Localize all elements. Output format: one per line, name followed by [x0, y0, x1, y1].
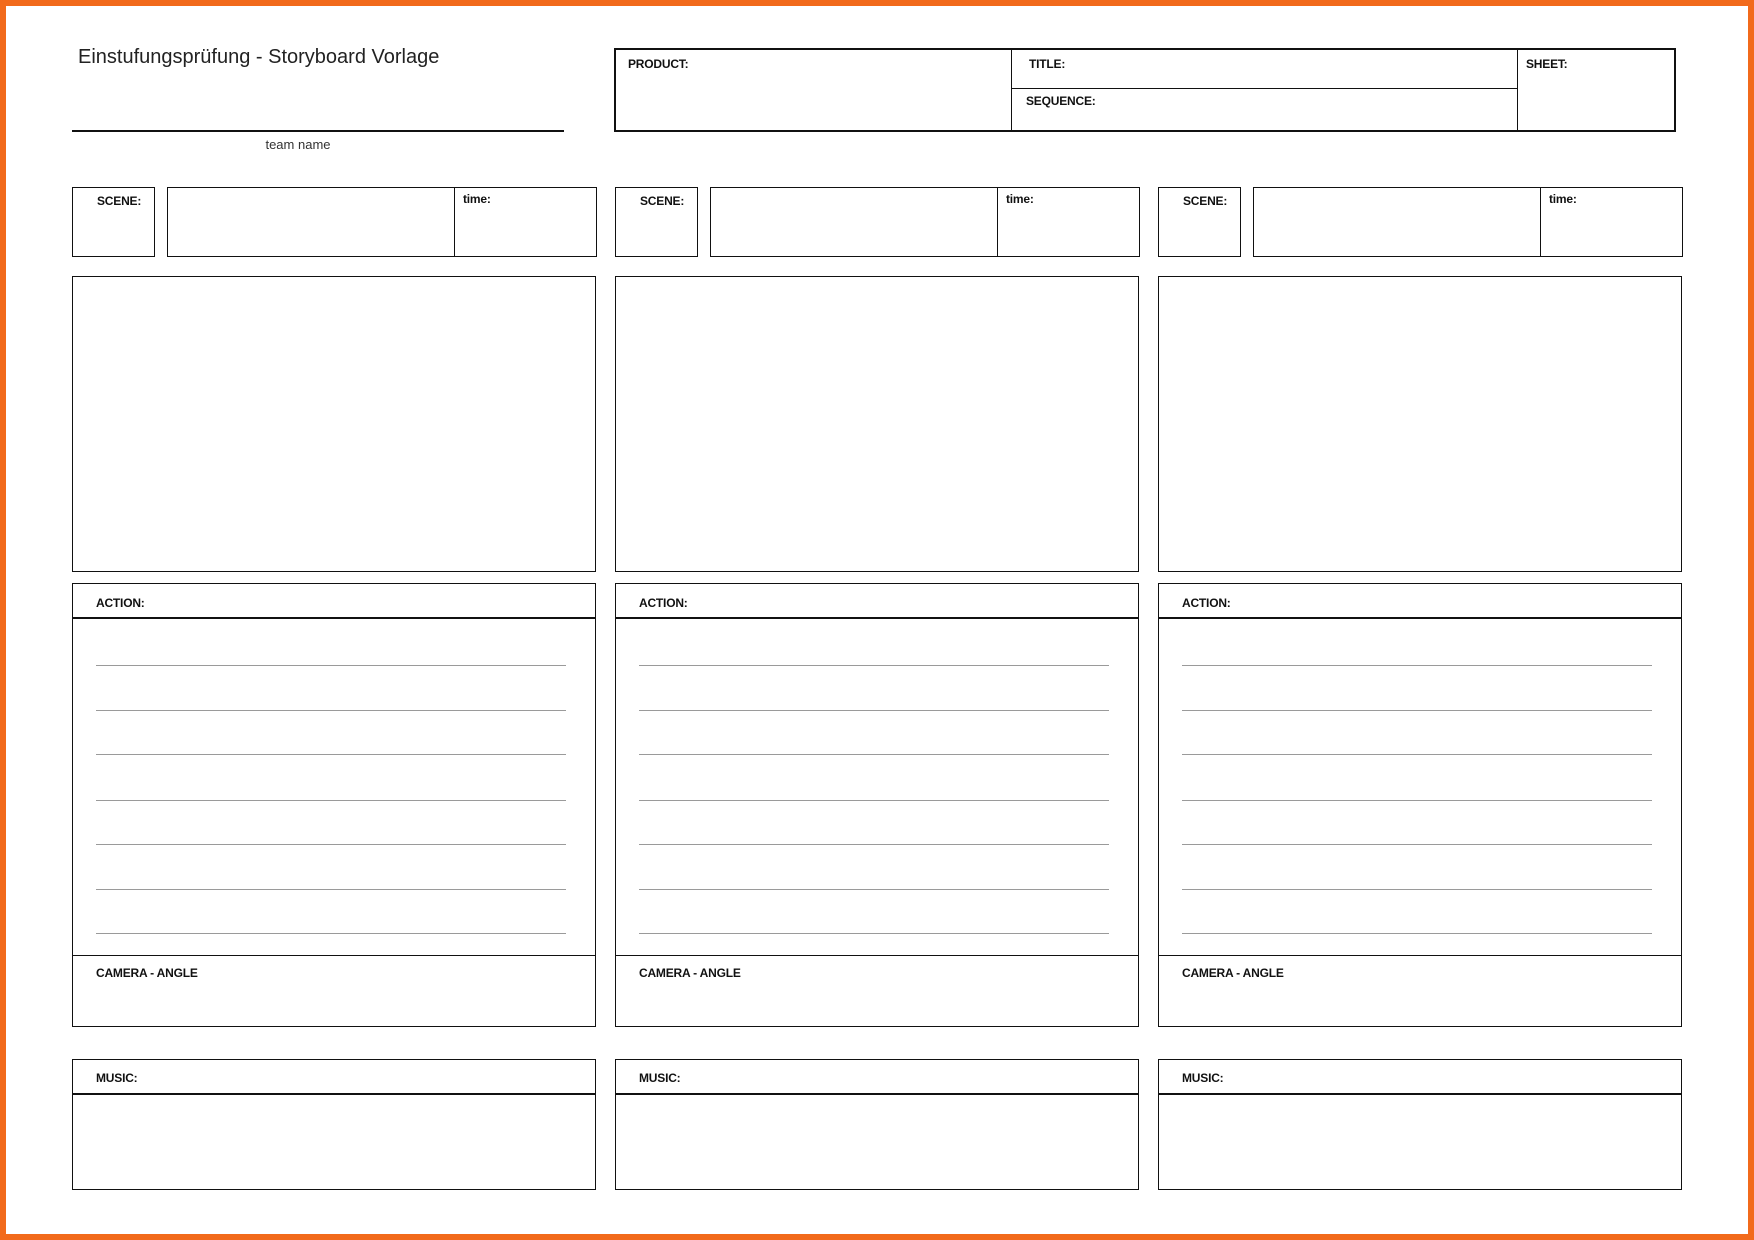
scene-field[interactable]: [710, 187, 998, 257]
action-writing-line[interactable]: [1182, 754, 1652, 755]
music-box[interactable]: [1158, 1059, 1682, 1190]
action-header-divider: [616, 617, 1138, 619]
camera-divider: [616, 955, 1138, 956]
action-writing-line[interactable]: [1182, 889, 1652, 890]
time-field[interactable]: [997, 187, 1140, 257]
scene-field[interactable]: [167, 187, 455, 257]
action-writing-line[interactable]: [639, 800, 1109, 801]
action-writing-line[interactable]: [1182, 844, 1652, 845]
music-box[interactable]: [615, 1059, 1139, 1190]
storyboard-frame[interactable]: [1158, 276, 1682, 572]
action-writing-line[interactable]: [639, 889, 1109, 890]
music-header-divider: [616, 1093, 1138, 1095]
action-label: ACTION:: [96, 596, 145, 610]
product-label: PRODUCT:: [628, 57, 689, 71]
action-writing-line[interactable]: [96, 889, 566, 890]
music-box[interactable]: [72, 1059, 596, 1190]
team-name-label: team name: [265, 137, 331, 152]
header-info-box: [614, 48, 1676, 132]
time-label: time:: [1549, 192, 1577, 206]
scene-field[interactable]: [1253, 187, 1541, 257]
storyboard-frame[interactable]: [615, 276, 1139, 572]
sequence-label: SEQUENCE:: [1026, 94, 1096, 108]
action-header-divider: [73, 617, 595, 619]
action-writing-line[interactable]: [96, 844, 566, 845]
storyboard-frame[interactable]: [72, 276, 596, 572]
action-label: ACTION:: [1182, 596, 1231, 610]
action-writing-line[interactable]: [96, 665, 566, 666]
music-header-divider: [1159, 1093, 1681, 1095]
music-label: MUSIC:: [639, 1071, 681, 1085]
title-label: TITLE:: [1029, 57, 1066, 71]
camera-angle-label: CAMERA - ANGLE: [96, 966, 198, 980]
camera-angle-label: CAMERA - ANGLE: [1182, 966, 1284, 980]
action-label: ACTION:: [639, 596, 688, 610]
action-writing-line[interactable]: [1182, 800, 1652, 801]
action-writing-line[interactable]: [639, 933, 1109, 934]
action-writing-line[interactable]: [1182, 710, 1652, 711]
header-divider: [1011, 88, 1517, 89]
action-writing-line[interactable]: [1182, 933, 1652, 934]
document-title: Einstufungsprüfung - Storyboard Vorlage: [78, 46, 440, 68]
action-header-divider: [1159, 617, 1681, 619]
scene-label-cell: [1158, 187, 1241, 257]
action-writing-line[interactable]: [639, 754, 1109, 755]
music-label: MUSIC:: [1182, 1071, 1224, 1085]
camera-divider: [73, 955, 595, 956]
action-box: [615, 583, 1139, 1027]
action-box: [72, 583, 596, 1027]
scene-label: SCENE:: [1183, 194, 1228, 208]
time-field[interactable]: [454, 187, 597, 257]
scene-label: SCENE:: [97, 194, 142, 208]
time-label: time:: [1006, 192, 1034, 206]
time-field[interactable]: [1540, 187, 1683, 257]
music-label: MUSIC:: [96, 1071, 138, 1085]
action-box: [1158, 583, 1682, 1027]
header-divider: [1517, 50, 1518, 130]
scene-label: SCENE:: [640, 194, 685, 208]
action-writing-line[interactable]: [96, 933, 566, 934]
action-writing-line[interactable]: [639, 844, 1109, 845]
action-writing-line[interactable]: [639, 710, 1109, 711]
header-divider: [1011, 50, 1012, 130]
action-writing-line[interactable]: [1182, 665, 1652, 666]
time-label: time:: [463, 192, 491, 206]
scene-label-cell: [72, 187, 155, 257]
action-writing-line[interactable]: [96, 710, 566, 711]
action-writing-line[interactable]: [639, 665, 1109, 666]
scene-label-cell: [615, 187, 698, 257]
sheet-label: SHEET:: [1526, 57, 1568, 71]
action-writing-line[interactable]: [96, 800, 566, 801]
team-name-line[interactable]: [72, 130, 564, 132]
action-writing-line[interactable]: [96, 754, 566, 755]
music-header-divider: [73, 1093, 595, 1095]
camera-divider: [1159, 955, 1681, 956]
camera-angle-label: CAMERA - ANGLE: [639, 966, 741, 980]
